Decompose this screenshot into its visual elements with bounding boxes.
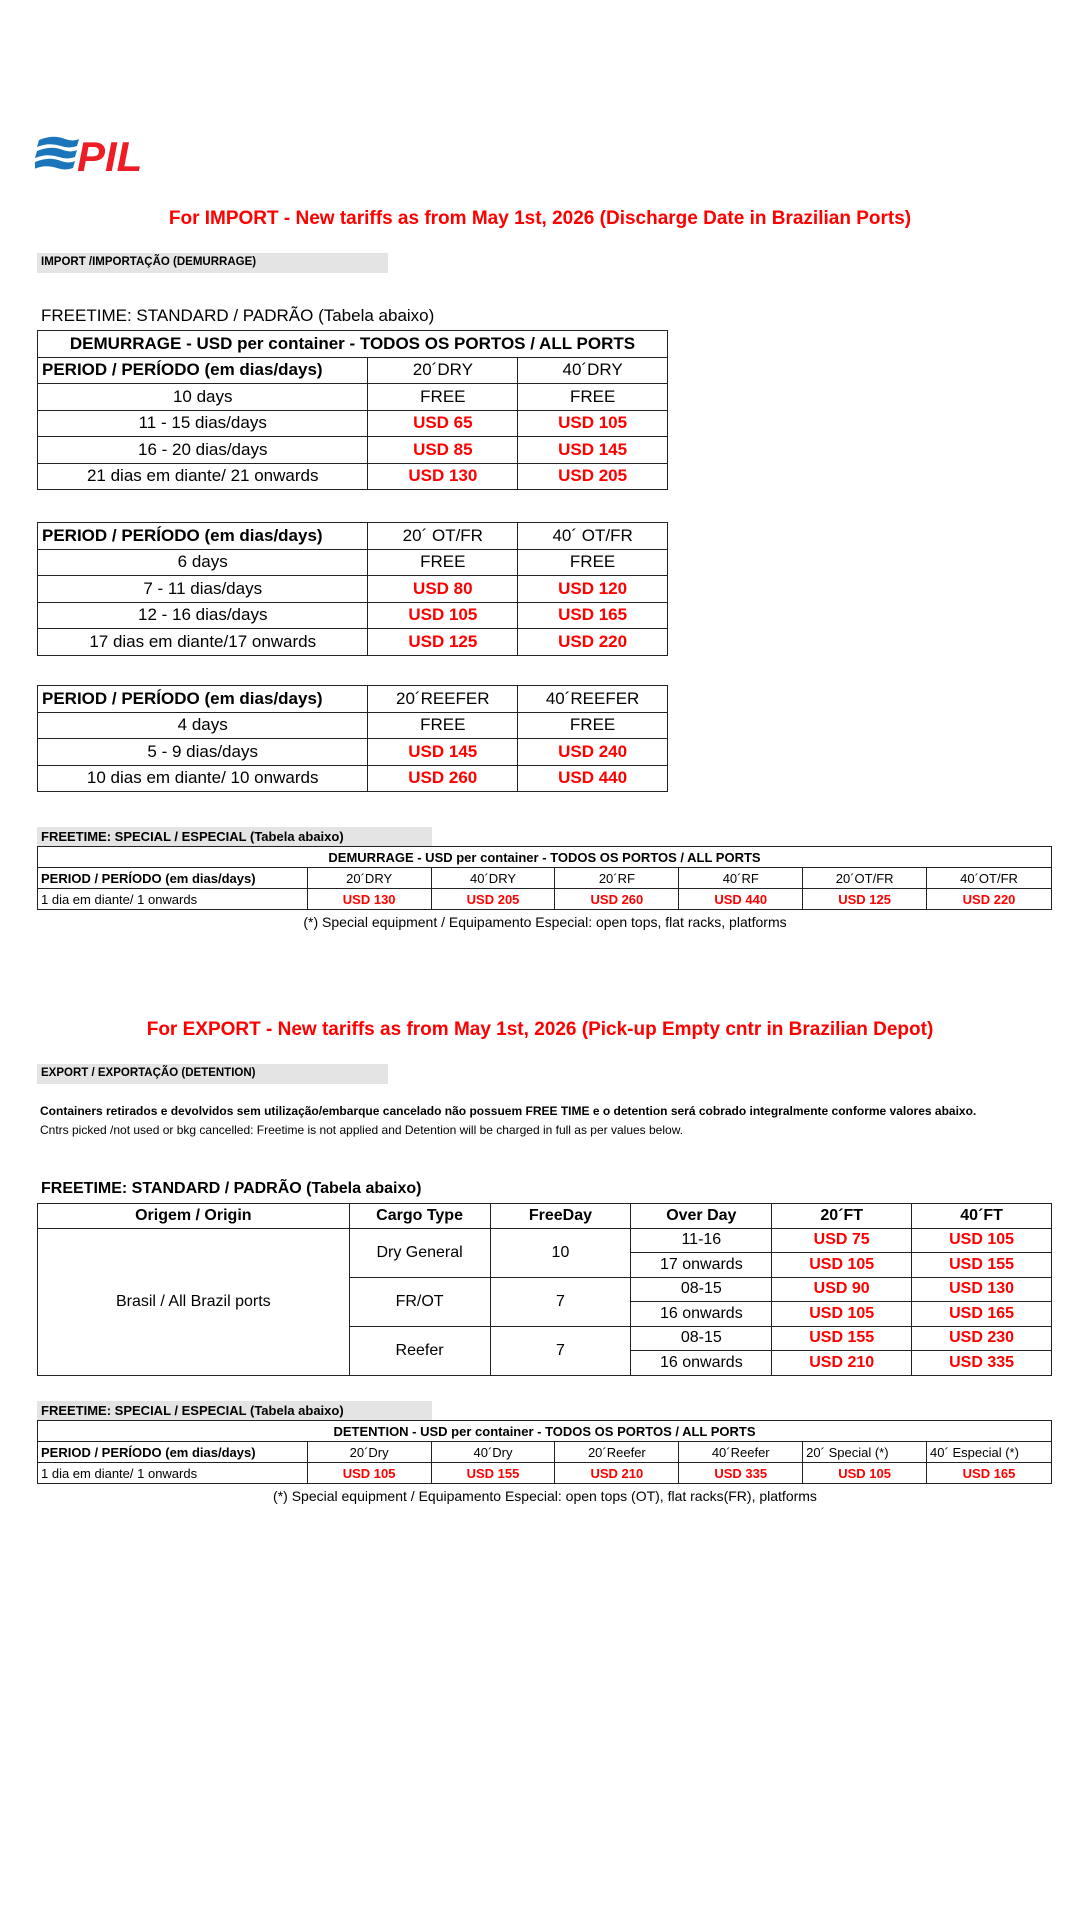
column-header: 40´RF (679, 868, 803, 889)
import-otfr-table (37, 522, 668, 656)
table-row: 1 dia em diante/ 1 onwards USD 130 USD 205 USD 260 USD 440 USD 125 USD 220 (38, 889, 1052, 910)
freeday-cell: 10 (490, 1228, 631, 1277)
column-header: 40´Reefer (679, 1442, 803, 1463)
table-row: 16 - 20 dias/days USD 85 USD 145 (38, 437, 668, 464)
table-title: DETENTION - USD per container - TODOS OS PORTOS / ALL PORTS (38, 1421, 1052, 1442)
column-header: 40´OT/FR (927, 868, 1052, 889)
column-header: 40´FT (912, 1204, 1052, 1229)
column-header: FreeDay (490, 1204, 631, 1229)
pil-logo (35, 134, 165, 178)
table-row: 10 dias em diante/ 10 onwards USD 260 USD 440 (38, 765, 668, 792)
export-para-en: Cntrs picked /not used or bkg cancelled: Freetime is not applied and Detention will be charged in full as per values below. (40, 1123, 684, 1137)
import-special-table (37, 846, 1052, 910)
column-header: 20´ Special (*) (803, 1442, 927, 1463)
column-header: 20´DRY (368, 357, 518, 384)
table-row: FR/OT 7 08-15 USD 90 USD 130 (38, 1277, 1052, 1302)
column-header: PERIOD / PERÍODO (em dias/days) (38, 523, 368, 550)
table-row: 17 dias em diante/17 onwards USD 125 USD 220 (38, 629, 668, 656)
column-header: 40´ Especial (*) (927, 1442, 1052, 1463)
freeday-cell: 7 (490, 1277, 631, 1326)
export-title: For EXPORT - New tariffs as from May 1st, 2026 (Pick-up Empty cntr in Brazilian Depot) (146, 1019, 934, 1040)
column-header: PERIOD / PERÍODO (em dias/days) (38, 1442, 308, 1463)
column-header: 20´DRY (307, 868, 431, 889)
column-header: 40´REEFER (518, 686, 668, 713)
table-row: 17 onwards USD 105 USD 155 (38, 1253, 1052, 1278)
svg-text:PIL: PIL (77, 134, 143, 178)
table-row: 10 days FREE FREE (38, 384, 668, 411)
table-row: 11 - 15 dias/days USD 65 USD 105 (38, 410, 668, 437)
table-row: Reefer 7 08-15 USD 155 USD 230 (38, 1326, 1052, 1351)
column-header: Over Day (631, 1204, 772, 1229)
import-reefer-table (37, 685, 668, 792)
column-header: 40´Dry (431, 1442, 555, 1463)
import-standard-caption: FREETIME: STANDARD / PADRÃO (Tabela abaixo) (41, 306, 435, 325)
table-row: 7 - 11 dias/days USD 80 USD 120 (38, 576, 668, 603)
column-header: Cargo Type (349, 1204, 490, 1229)
export-section-label: EXPORT / EXPORTAÇÃO (DETENTION) (37, 1064, 388, 1084)
table-row: 21 dias em diante/ 21 onwards USD 130 USD 205 (38, 463, 668, 490)
table-title: DEMURRAGE - USD per container - TODOS OS PORTOS / ALL PORTS (38, 331, 668, 358)
origin-cell: Brasil / All Brazil ports (38, 1228, 350, 1375)
export-note: (*) Special equipment / Equipamento Especial: open tops (OT), flat racks(FR), platforms (273, 1488, 817, 1504)
export-special-table (37, 1420, 1052, 1484)
import-title: For IMPORT - New tariffs as from May 1st, 2026 (Discharge Date in Brazilian Ports) (168, 208, 912, 229)
import-section-label: IMPORT /IMPORTAÇÃO (DEMURRAGE) (37, 253, 388, 273)
import-dry-table (37, 330, 668, 490)
column-header: 20´RF (555, 868, 679, 889)
table-title: DEMURRAGE - USD per container - TODOS OS PORTOS / ALL PORTS (38, 847, 1052, 868)
column-header: 40´DRY (431, 868, 555, 889)
column-header: 20´REEFER (368, 686, 518, 713)
column-header: 20´ OT/FR (368, 523, 518, 550)
table-row: Brasil / All Brazil ports Dry General 10 11-16 USD 75 USD 105 (38, 1228, 1052, 1253)
export-standard-table (37, 1203, 1052, 1376)
cargo-type-cell: Reefer (349, 1326, 490, 1375)
column-header: PERIOD / PERÍODO (em dias/days) (38, 357, 368, 384)
import-special-caption: FREETIME: SPECIAL / ESPECIAL (Tabela abaixo) (37, 827, 432, 846)
table-row: 16 onwards USD 105 USD 165 (38, 1302, 1052, 1327)
column-header: 20´Reefer (555, 1442, 679, 1463)
column-header: 20´FT (772, 1204, 912, 1229)
export-standard-caption: FREETIME: STANDARD / PADRÃO (Tabela abaixo) (41, 1180, 422, 1197)
export-special-caption: FREETIME: SPECIAL / ESPECIAL (Tabela abaixo) (37, 1401, 432, 1420)
export-para-pt: Containers retirados e devolvidos sem utilização/embarque cancelado não possuem FREE TIME e o detention será cobrado integralmente conforme valores abaixo. (40, 1104, 977, 1118)
column-header: 40´DRY (518, 357, 668, 384)
column-header: Origem / Origin (38, 1204, 350, 1229)
table-row: 12 - 16 dias/days USD 105 USD 165 (38, 602, 668, 629)
table-row: 1 dia em diante/ 1 onwards USD 105 USD 155 USD 210 USD 335 USD 105 USD 165 (38, 1463, 1052, 1484)
column-header: PERIOD / PERÍODO (em dias/days) (38, 868, 308, 889)
freeday-cell: 7 (490, 1326, 631, 1375)
table-row: 4 days FREE FREE (38, 712, 668, 739)
column-header: 20´Dry (307, 1442, 431, 1463)
table-row: 5 - 9 dias/days USD 145 USD 240 (38, 739, 668, 766)
import-note: (*) Special equipment / Equipamento Especial: open tops, flat racks, platforms (303, 914, 787, 930)
table-row: 6 days FREE FREE (38, 549, 668, 576)
column-header: 20´OT/FR (803, 868, 927, 889)
pil-wave-icon (35, 134, 165, 178)
column-header: PERIOD / PERÍODO (em dias/days) (38, 686, 368, 713)
column-header: 40´ OT/FR (518, 523, 668, 550)
cargo-type-cell: Dry General (349, 1228, 490, 1277)
table-row: 16 onwards USD 210 USD 335 (38, 1351, 1052, 1376)
cargo-type-cell: FR/OT (349, 1277, 490, 1326)
